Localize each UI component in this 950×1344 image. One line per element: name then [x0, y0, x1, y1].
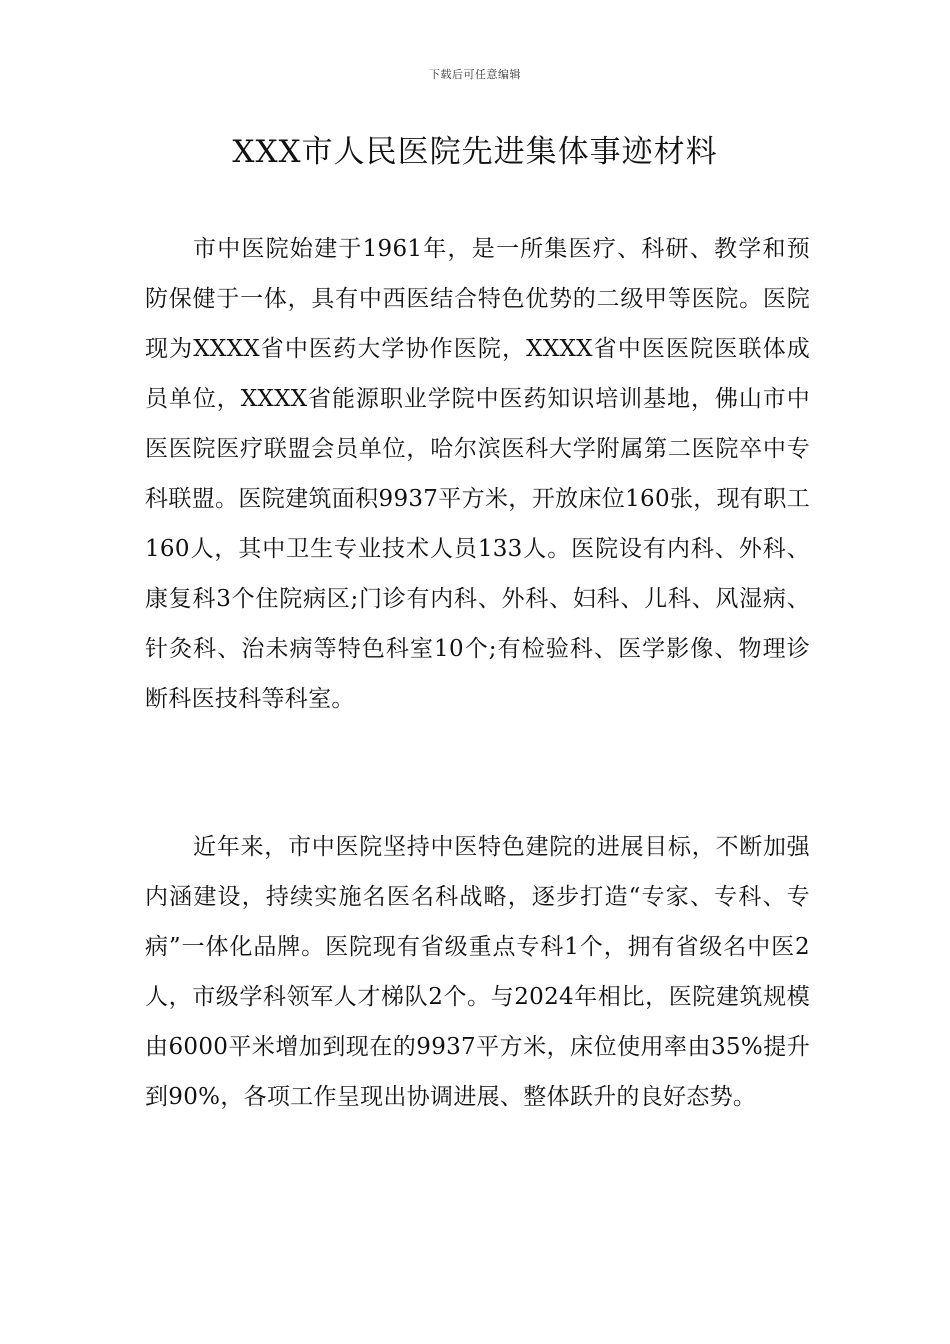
- header-note: 下载后可任意编辑: [429, 68, 521, 81]
- document-title: XXX市人民医院先进集体事迹材料: [232, 134, 718, 170]
- paragraph-2-container: [145, 822, 810, 1122]
- body-paragraph-2: 近年来，市中医院坚持中医特色建院的进展目标，不断加强内涵建设，持续实施名医名科战略，逐步打造“专家、专科、专病”一体化品牌。医院现有省级重点专科1个，拥有省级名中医2人，市级学科领军人才梯队2个。与2024年相比，医院建筑规模由6000平米增加到现在的9937平方米，床位使用率由35%提升到90%，各项工作呈现出协调进展、整体跃升的良好态势。: [145, 834, 810, 1110]
- paragraph-1-container: [145, 224, 810, 724]
- body-paragraph-1: 市中医院始建于1961年，是一所集医疗、科研、教学和预防保健于一体，具有中西医结合特色优势的二级甲等医院。医院现为XXXX省中医药大学协作医院，XXXX省中医医院医联体成员单位，XXXX省能源职业学院中医药知识培训基地，佛山市中医医院医疗联盟会员单位，哈尔滨医科大学附属第二医院卒中专科联盟。医院建筑面积9937平方米，开放床位160张，现有职工160人，其中卫生专业技术人员133人。医院设有内科、外科、康复科3个住院病区;门诊有内科、外科、妇科、儿科、风湿病、针灸科、治未病等特色科室10个;有检验科、医学影像、物理诊断科医技科等科室。: [145, 236, 810, 712]
